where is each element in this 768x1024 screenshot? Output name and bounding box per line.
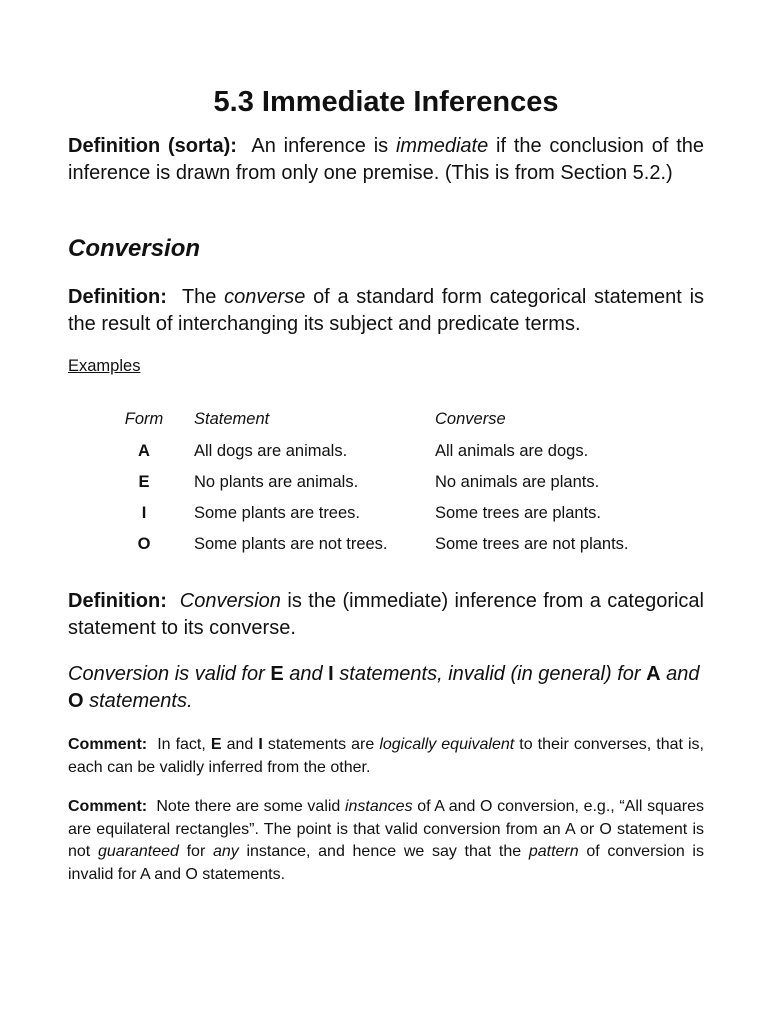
examples-label: Examples <box>68 357 141 375</box>
converse-cell: Some trees are plants. <box>435 504 601 522</box>
text-run: statements, invalid (in general) for <box>339 663 641 685</box>
text-run: of conversion is invalid for A and O statements. <box>68 843 704 883</box>
form-letter: E <box>210 736 222 753</box>
text-run: and <box>289 663 323 685</box>
page-title: 5.3 Immediate Inferences <box>213 86 559 118</box>
text-run: is the (immediate) inference from a categorical statement to its converse. <box>68 590 704 639</box>
statement-cell: All dogs are animals. <box>194 442 348 460</box>
form-cell: A <box>138 442 150 460</box>
text-run: statements are <box>267 736 375 753</box>
table-row <box>68 473 704 497</box>
header-statement: Statement <box>194 410 270 428</box>
text-run: An inference is <box>251 135 389 157</box>
table-row <box>68 535 704 559</box>
form-cell: O <box>137 535 151 553</box>
emphasis-text: immediate <box>395 135 489 157</box>
form-letter: E <box>270 663 284 685</box>
definition-immediate-paragraph <box>68 133 704 187</box>
text-run: to their converses, that is, each can be validly inferred from the other. <box>68 736 704 776</box>
table-row <box>68 442 704 466</box>
comment-label: Comment: <box>68 736 148 753</box>
emphasis-text: converse <box>224 286 306 308</box>
converse-cell: No animals are plants. <box>435 473 600 491</box>
text-run: of A and O conversion, e.g., “All squares are equilateral rectangles”. The point is that valid conversion from an A or O statement is not <box>68 798 705 860</box>
definition-label: Definition: <box>68 590 167 612</box>
converse-cell: Some trees are not plants. <box>435 535 629 553</box>
definition-label: Definition (sorta): <box>68 135 237 157</box>
text-run: Note there are some valid <box>156 798 341 815</box>
emphasis-text: guaranteed <box>97 843 179 860</box>
converse-cell: All animals are dogs. <box>435 442 589 460</box>
header-converse: Converse <box>435 410 506 428</box>
form-letter: A <box>646 663 661 685</box>
emphasis-text: Conversion <box>179 590 281 612</box>
text-run: Conversion is valid for <box>68 663 265 685</box>
emphasis-text: logically equivalent <box>379 736 515 753</box>
text-run: In fact, <box>157 736 206 753</box>
section-heading-conversion: Conversion <box>68 235 201 262</box>
text-run: statements. <box>89 690 193 712</box>
comment-paragraph-1 <box>68 734 704 779</box>
form-letter: I <box>258 736 263 753</box>
definition-converse-paragraph <box>68 284 704 338</box>
definition-label: Definition: <box>68 286 167 308</box>
statement-cell: Some plants are trees. <box>194 504 360 522</box>
form-cell: E <box>138 473 150 491</box>
text-run: and <box>226 736 254 753</box>
comment-paragraph-2 <box>68 796 704 886</box>
text-run: for <box>186 843 206 860</box>
statement-cell: No plants are animals. <box>194 473 359 491</box>
text-run: instance, and hence we say that the <box>246 843 522 860</box>
text-run: if the conclusion of the inference is drawn from only one premise. (This is from Section 5.2.) <box>68 135 704 184</box>
statement-cell: Some plants are not trees. <box>194 535 388 553</box>
text-run: The <box>181 286 217 308</box>
text-run: and <box>666 663 700 685</box>
validity-statement <box>68 661 704 715</box>
header-form: Form <box>124 410 164 428</box>
table-header-row <box>68 410 704 434</box>
emphasis-text: instances <box>344 798 413 815</box>
definition-conversion-paragraph <box>68 588 704 642</box>
form-letter: I <box>328 663 334 685</box>
comment-label: Comment: <box>68 798 148 815</box>
text-run: of a standard form categorical statement is the result of interchanging its subject and predicate terms. <box>68 286 705 335</box>
table-row <box>68 504 704 528</box>
form-letter: O <box>68 690 84 712</box>
emphasis-text: any <box>212 843 239 860</box>
form-cell: I <box>141 504 147 522</box>
emphasis-text: pattern <box>528 843 579 860</box>
